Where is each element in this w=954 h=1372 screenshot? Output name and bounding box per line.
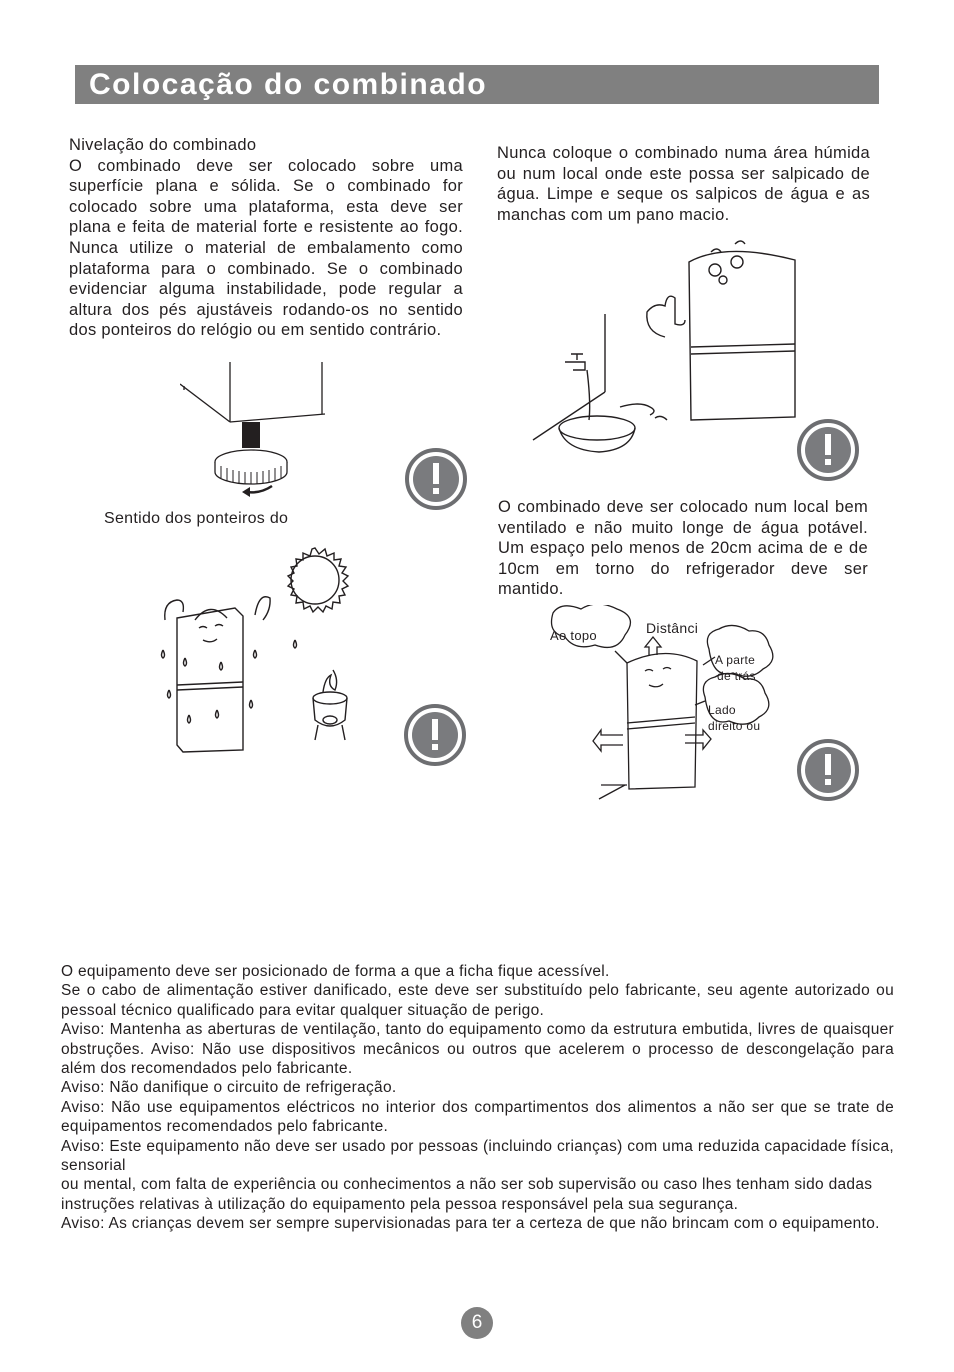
foot-caption: Sentido dos ponteiros do bbox=[104, 510, 289, 527]
note: Se o cabo de alimentação estiver danificado, este deve ser substituído pelo fabricante, seu agente autorizado ou pessoal técnico qualificado para evitar qualquer situação de perigo. bbox=[61, 982, 894, 1019]
fridge-water-icon bbox=[525, 232, 810, 460]
note: Aviso: Não use equipamentos eléctricos no interior dos compartimentos dos alimentos a não ser que se trate de equipamentos recomendados pelo fabricante. bbox=[61, 1098, 894, 1136]
label-side-2: direito ou bbox=[708, 719, 761, 733]
moisture-section bbox=[497, 143, 870, 225]
ventilation-text: O combinado deve ser colocado num local bem ventilado e não muito longe de água potável. Um espaço pelo menos de 20cm acima de e de 10cm em torno do refrigerador deve ser mantido. bbox=[498, 498, 868, 599]
page-title: Colocação do combinado bbox=[89, 68, 488, 101]
warning-icon bbox=[404, 704, 466, 766]
leveling-body: O combinado deve ser colocado sobre uma superfície plana e sólida. Se o combinado for colocado sobre uma plataforma, esta deve ser plana e feita de material forte e resistente ao fogo. Nunca utilize o material de embalamento como plataforma para o combinado. Se o combinado evidenciar alguma instabilidade, pode regular a altura dos pés ajustáveis rodando-os no sentido dos ponteiros do relógio ou em sentido contrário. bbox=[69, 156, 463, 340]
note: O equipamento deve ser posicionado de forma a que a ficha fique acessível. bbox=[61, 963, 610, 980]
title-bar bbox=[75, 65, 879, 104]
ventilation-section bbox=[498, 497, 868, 600]
label-back-1: A parte bbox=[715, 653, 756, 667]
fridge-heat-icon bbox=[155, 540, 365, 760]
note: Aviso: Não danifique o circuito de refrigeração. bbox=[61, 1079, 397, 1097]
bottom-notes bbox=[61, 962, 894, 1234]
note: Aviso: Este equipamento não deve ser usado por pessoas (incluindo crianças) com uma reduzida capacidade física, sensorial bbox=[61, 1137, 894, 1175]
leveling-heading: Nivelação do combinado bbox=[69, 136, 257, 154]
note: Aviso: Mantenha as aberturas de ventilação, tanto do equipamento como da estrutura embutida, livres de quaisquer obstruções. Aviso: Não use dispositivos mecânicos ou outros que acelerem o processo de descongelação para além dos recomendados pelo fabricante. bbox=[61, 1021, 894, 1078]
page-number: 6 bbox=[461, 1307, 493, 1339]
label-top: Ao topo bbox=[550, 628, 597, 643]
warning-icon bbox=[797, 739, 859, 801]
warning-icon bbox=[405, 448, 467, 510]
label-distance: Distânci bbox=[646, 620, 699, 636]
note: ou mental, com falta de experiência ou conhecimentos a não ser sob supervisão ou caso lhes tenham sido dadas bbox=[61, 1176, 873, 1194]
label-back-2: de trás bbox=[717, 669, 756, 683]
note: Aviso: As crianças devem ser sempre supervisionadas para ter a certeza de que não brincam com o equipamento. bbox=[61, 1215, 880, 1233]
label-side-1: Lado bbox=[708, 703, 736, 717]
moisture-text: Nunca coloque o combinado numa área húmida ou num local onde este possa ser salpicado de água. Limpe e seque os salpicos de água e as manchas com um pano macio. bbox=[497, 144, 870, 224]
adjustable-foot-icon bbox=[180, 362, 330, 502]
leveling-section bbox=[69, 135, 463, 341]
note: instruções relativas à utilização do equipamento pela pessoa responsável pela sua segurança. bbox=[61, 1195, 739, 1213]
